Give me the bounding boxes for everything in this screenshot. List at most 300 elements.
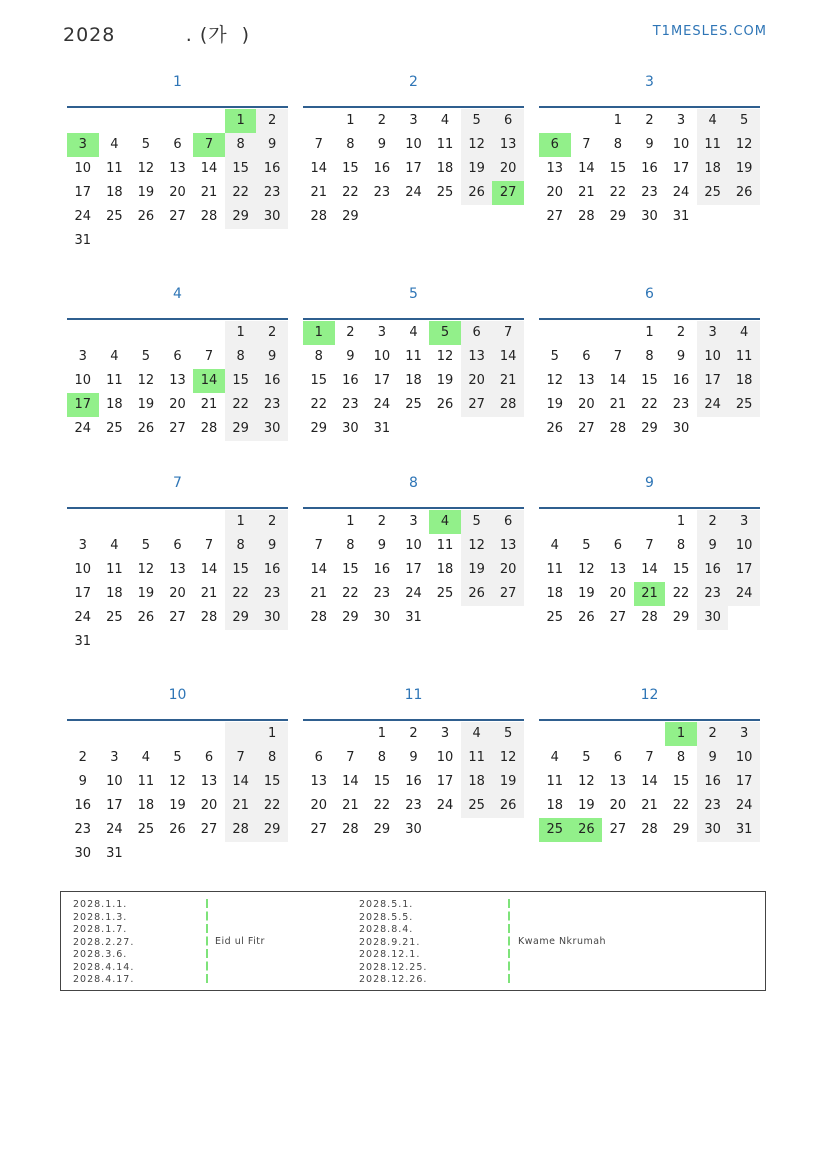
day-cell[interactable]: 24 (74, 610, 92, 625)
day-cell[interactable]: 19 (546, 397, 564, 412)
holiday-day-cell[interactable]: 4 (429, 510, 461, 534)
day-cell[interactable]: 7 (204, 538, 214, 553)
day-cell[interactable]: 6 (314, 750, 323, 765)
day-cell[interactable]: 8 (377, 750, 387, 765)
day-cell[interactable]: 18 (106, 586, 123, 601)
day-cell[interactable]: 29 (342, 209, 359, 224)
day-cell[interactable]: 7 (314, 538, 323, 553)
day-cell[interactable]: 19 (169, 798, 186, 813)
day-cell[interactable]: 26 (137, 610, 155, 625)
day-cell[interactable]: 21 (200, 185, 218, 200)
day-cell[interactable]: 12 (461, 133, 493, 157)
day-cell[interactable]: 19 (728, 157, 760, 181)
day-cell[interactable]: 20 (461, 369, 493, 393)
day-cell[interactable]: 4 (409, 325, 418, 340)
day-cell[interactable]: 21 (342, 798, 359, 813)
day-cell[interactable]: 18 (697, 157, 729, 181)
day-cell[interactable]: 28 (641, 610, 658, 625)
day-cell[interactable]: 5 (141, 349, 151, 364)
day-cell[interactable]: 14 (200, 161, 218, 176)
day-cell[interactable]: 17 (728, 558, 760, 582)
day-cell[interactable]: 30 (342, 421, 359, 436)
day-cell[interactable]: 2 (697, 722, 729, 746)
day-cell[interactable]: 6 (173, 137, 182, 152)
day-cell[interactable]: 19 (461, 157, 493, 181)
day-cell[interactable]: 19 (578, 798, 595, 813)
day-cell[interactable]: 18 (405, 373, 422, 388)
day-cell[interactable]: 5 (141, 538, 151, 553)
day-cell[interactable]: 30 (74, 846, 92, 861)
day-cell[interactable]: 4 (697, 109, 729, 133)
day-cell[interactable]: 7 (645, 538, 654, 553)
day-cell[interactable]: 22 (225, 181, 257, 205)
day-cell[interactable]: 9 (409, 750, 418, 765)
day-cell[interactable]: 1 (645, 325, 654, 340)
day-cell[interactable]: 19 (137, 397, 155, 412)
day-cell[interactable]: 25 (405, 397, 422, 412)
holiday-day-cell[interactable]: 5 (429, 321, 461, 345)
day-cell[interactable]: 25 (728, 393, 760, 417)
day-cell[interactable]: 25 (106, 209, 123, 224)
day-cell[interactable]: 29 (641, 421, 658, 436)
day-cell[interactable]: 10 (728, 534, 760, 558)
day-cell[interactable]: 20 (609, 586, 627, 601)
day-cell[interactable]: 14 (641, 774, 658, 789)
day-cell[interactable]: 9 (697, 746, 729, 770)
day-cell[interactable]: 31 (106, 846, 123, 861)
day-cell[interactable]: 13 (461, 345, 493, 369)
day-cell[interactable]: 31 (373, 421, 391, 436)
day-cell[interactable]: 13 (492, 534, 524, 558)
day-cell[interactable]: 16 (256, 369, 288, 393)
day-cell[interactable]: 22 (310, 397, 328, 412)
day-cell[interactable]: 28 (200, 209, 218, 224)
day-cell[interactable]: 6 (582, 349, 591, 364)
day-cell[interactable]: 9 (377, 538, 387, 553)
day-cell[interactable]: 30 (405, 822, 422, 837)
day-cell[interactable]: 5 (582, 538, 591, 553)
day-cell[interactable]: 11 (697, 133, 729, 157)
day-cell[interactable]: 27 (492, 582, 524, 606)
day-cell[interactable]: 24 (728, 794, 760, 818)
day-cell[interactable]: 16 (405, 774, 422, 789)
day-cell[interactable]: 20 (169, 586, 186, 601)
day-cell[interactable]: 7 (492, 321, 524, 345)
day-cell[interactable]: 19 (436, 373, 454, 388)
day-cell[interactable]: 16 (256, 157, 288, 181)
day-cell[interactable]: 5 (492, 722, 524, 746)
day-cell[interactable]: 11 (137, 774, 155, 789)
day-cell[interactable]: 14 (609, 373, 627, 388)
day-cell[interactable]: 9 (377, 137, 387, 152)
holiday-day-cell[interactable]: 21 (634, 582, 666, 606)
day-cell[interactable]: 23 (697, 582, 729, 606)
day-cell[interactable]: 26 (546, 421, 564, 436)
day-cell[interactable]: 30 (697, 818, 729, 842)
day-cell[interactable]: 17 (405, 161, 422, 176)
day-cell[interactable]: 25 (137, 822, 155, 837)
day-cell[interactable]: 2 (78, 750, 87, 765)
day-cell[interactable]: 12 (492, 746, 524, 770)
day-cell[interactable]: 15 (225, 157, 257, 181)
day-cell[interactable]: 26 (578, 610, 595, 625)
day-cell[interactable]: 11 (728, 345, 760, 369)
day-cell[interactable]: 13 (169, 562, 186, 577)
holiday-day-cell[interactable]: 14 (193, 369, 225, 393)
day-cell[interactable]: 10 (697, 345, 729, 369)
day-cell[interactable]: 3 (110, 750, 119, 765)
day-cell[interactable]: 1 (613, 113, 623, 128)
day-cell[interactable]: 19 (137, 185, 155, 200)
day-cell[interactable]: 16 (74, 798, 92, 813)
day-cell[interactable]: 19 (137, 586, 155, 601)
day-cell[interactable]: 5 (582, 750, 591, 765)
day-cell[interactable]: 21 (609, 397, 627, 412)
day-cell[interactable]: 11 (106, 562, 123, 577)
day-cell[interactable]: 10 (74, 562, 92, 577)
day-cell[interactable]: 3 (728, 510, 760, 534)
holiday-day-cell[interactable]: 26 (571, 818, 603, 842)
day-cell[interactable]: 8 (346, 538, 355, 553)
day-cell[interactable]: 11 (106, 373, 123, 388)
day-cell[interactable]: 8 (676, 750, 686, 765)
day-cell[interactable]: 8 (676, 538, 686, 553)
day-cell[interactable]: 31 (405, 610, 422, 625)
day-cell[interactable]: 23 (342, 397, 359, 412)
day-cell[interactable]: 4 (110, 538, 119, 553)
day-cell[interactable]: 1 (377, 726, 387, 741)
day-cell[interactable]: 27 (169, 209, 186, 224)
day-cell[interactable]: 16 (373, 562, 391, 577)
day-cell[interactable]: 23 (256, 582, 288, 606)
day-cell[interactable]: 6 (173, 538, 182, 553)
day-cell[interactable]: 17 (436, 774, 454, 789)
day-cell[interactable]: 11 (405, 349, 422, 364)
day-cell[interactable]: 11 (461, 746, 493, 770)
day-cell[interactable]: 3 (409, 514, 418, 529)
day-cell[interactable]: 7 (613, 349, 623, 364)
holiday-day-cell[interactable]: 17 (67, 393, 99, 417)
day-cell[interactable]: 20 (578, 397, 595, 412)
day-cell[interactable]: 18 (137, 798, 155, 813)
day-cell[interactable]: 28 (492, 393, 524, 417)
day-cell[interactable]: 24 (405, 586, 422, 601)
day-cell[interactable]: 20 (169, 185, 186, 200)
day-cell[interactable]: 2 (256, 109, 288, 133)
day-cell[interactable]: 1 (346, 113, 355, 128)
day-cell[interactable]: 9 (256, 345, 288, 369)
day-cell[interactable]: 22 (342, 185, 359, 200)
day-cell[interactable]: 27 (461, 393, 493, 417)
day-cell[interactable]: 15 (310, 373, 328, 388)
day-cell[interactable]: 23 (74, 822, 92, 837)
day-cell[interactable]: 11 (546, 774, 564, 789)
day-cell[interactable]: 17 (373, 373, 391, 388)
day-cell[interactable]: 18 (106, 185, 123, 200)
day-cell[interactable]: 8 (256, 746, 288, 770)
day-cell[interactable]: 14 (641, 562, 658, 577)
day-cell[interactable]: 13 (169, 373, 186, 388)
day-cell[interactable]: 9 (256, 534, 288, 558)
day-cell[interactable]: 28 (200, 610, 218, 625)
day-cell[interactable]: 4 (110, 137, 119, 152)
day-cell[interactable]: 26 (728, 181, 760, 205)
holiday-day-cell[interactable]: 1 (665, 722, 697, 746)
day-cell[interactable]: 7 (225, 746, 257, 770)
day-cell[interactable]: 15 (672, 562, 690, 577)
day-cell[interactable]: 28 (641, 822, 658, 837)
day-cell[interactable]: 24 (373, 397, 391, 412)
holiday-day-cell[interactable]: 1 (303, 321, 335, 345)
day-cell[interactable]: 6 (492, 510, 524, 534)
day-cell[interactable]: 29 (672, 610, 690, 625)
day-cell[interactable]: 28 (200, 421, 218, 436)
day-cell[interactable]: 23 (373, 185, 391, 200)
day-cell[interactable]: 3 (676, 113, 686, 128)
day-cell[interactable]: 30 (641, 209, 658, 224)
day-cell[interactable]: 12 (728, 133, 760, 157)
day-cell[interactable]: 13 (200, 774, 218, 789)
day-cell[interactable]: 9 (676, 349, 686, 364)
day-cell[interactable]: 10 (405, 538, 422, 553)
day-cell[interactable]: 21 (225, 794, 257, 818)
day-cell[interactable]: 21 (200, 586, 218, 601)
day-cell[interactable]: 6 (492, 109, 524, 133)
day-cell[interactable]: 22 (373, 798, 391, 813)
day-cell[interactable]: 24 (74, 209, 92, 224)
day-cell[interactable]: 10 (373, 349, 391, 364)
holiday-day-cell[interactable]: 1 (225, 109, 257, 133)
day-cell[interactable]: 29 (225, 205, 257, 229)
day-cell[interactable]: 6 (613, 750, 623, 765)
day-cell[interactable]: 5 (173, 750, 182, 765)
day-cell[interactable]: 25 (106, 421, 123, 436)
day-cell[interactable]: 25 (546, 610, 564, 625)
day-cell[interactable]: 4 (550, 538, 559, 553)
day-cell[interactable]: 25 (436, 586, 454, 601)
day-cell[interactable]: 9 (256, 133, 288, 157)
day-cell[interactable]: 26 (436, 397, 454, 412)
day-cell[interactable]: 25 (461, 794, 493, 818)
day-cell[interactable]: 2 (676, 325, 686, 340)
day-cell[interactable]: 13 (169, 161, 186, 176)
day-cell[interactable]: 17 (74, 586, 92, 601)
day-cell[interactable]: 20 (492, 157, 524, 181)
day-cell[interactable]: 17 (405, 562, 422, 577)
day-cell[interactable]: 16 (256, 558, 288, 582)
day-cell[interactable]: 24 (697, 393, 729, 417)
day-cell[interactable]: 2 (346, 325, 355, 340)
day-cell[interactable]: 4 (110, 349, 119, 364)
day-cell[interactable]: 5 (461, 109, 493, 133)
day-cell[interactable]: 22 (225, 582, 257, 606)
day-cell[interactable]: 9 (645, 137, 654, 152)
day-cell[interactable]: 2 (409, 726, 418, 741)
day-cell[interactable]: 8 (346, 137, 355, 152)
day-cell[interactable]: 20 (169, 397, 186, 412)
day-cell[interactable]: 29 (256, 818, 288, 842)
day-cell[interactable]: 11 (436, 137, 454, 152)
day-cell[interactable]: 29 (225, 606, 257, 630)
day-cell[interactable]: 10 (728, 746, 760, 770)
day-cell[interactable]: 15 (256, 770, 288, 794)
day-cell[interactable]: 21 (310, 586, 328, 601)
day-cell[interactable]: 15 (373, 774, 391, 789)
day-cell[interactable]: 29 (609, 209, 627, 224)
day-cell[interactable]: 31 (672, 209, 690, 224)
day-cell[interactable]: 26 (461, 181, 493, 205)
day-cell[interactable]: 28 (342, 822, 359, 837)
day-cell[interactable]: 28 (310, 209, 328, 224)
holiday-day-cell[interactable]: 6 (539, 133, 571, 157)
day-cell[interactable]: 15 (225, 558, 257, 582)
day-cell[interactable]: 30 (373, 610, 391, 625)
day-cell[interactable]: 8 (314, 349, 323, 364)
day-cell[interactable]: 12 (436, 349, 454, 364)
day-cell[interactable]: 15 (225, 369, 257, 393)
day-cell[interactable]: 14 (200, 562, 218, 577)
day-cell[interactable]: 26 (137, 421, 155, 436)
day-cell[interactable]: 28 (578, 209, 595, 224)
day-cell[interactable]: 7 (314, 137, 323, 152)
holiday-day-cell[interactable]: 7 (193, 133, 225, 157)
day-cell[interactable]: 29 (373, 822, 391, 837)
holiday-day-cell[interactable]: 3 (67, 133, 99, 157)
day-cell[interactable]: 25 (436, 185, 454, 200)
day-cell[interactable]: 2 (256, 321, 288, 345)
day-cell[interactable]: 5 (550, 349, 559, 364)
day-cell[interactable]: 23 (256, 181, 288, 205)
day-cell[interactable]: 5 (461, 510, 493, 534)
day-cell[interactable]: 12 (461, 534, 493, 558)
day-cell[interactable]: 3 (697, 321, 729, 345)
day-cell[interactable]: 20 (609, 798, 627, 813)
day-cell[interactable]: 19 (461, 558, 493, 582)
day-cell[interactable]: 14 (578, 161, 595, 176)
day-cell[interactable]: 19 (578, 586, 595, 601)
day-cell[interactable]: 14 (225, 770, 257, 794)
day-cell[interactable]: 18 (106, 397, 123, 412)
day-cell[interactable]: 12 (169, 774, 186, 789)
day-cell[interactable]: 22 (672, 586, 690, 601)
day-cell[interactable]: 8 (225, 133, 257, 157)
day-cell[interactable]: 28 (609, 421, 627, 436)
day-cell[interactable]: 17 (74, 185, 92, 200)
day-cell[interactable]: 1 (676, 514, 686, 529)
day-cell[interactable]: 27 (578, 421, 595, 436)
day-cell[interactable]: 12 (137, 562, 155, 577)
day-cell[interactable]: 18 (436, 161, 454, 176)
day-cell[interactable]: 24 (436, 798, 454, 813)
day-cell[interactable]: 23 (405, 798, 422, 813)
day-cell[interactable]: 7 (582, 137, 591, 152)
day-cell[interactable]: 12 (137, 373, 155, 388)
day-cell[interactable]: 13 (310, 774, 328, 789)
day-cell[interactable]: 22 (641, 397, 658, 412)
day-cell[interactable]: 30 (256, 606, 288, 630)
day-cell[interactable]: 4 (550, 750, 559, 765)
day-cell[interactable]: 23 (256, 393, 288, 417)
day-cell[interactable]: 17 (728, 770, 760, 794)
day-cell[interactable]: 16 (641, 161, 658, 176)
day-cell[interactable]: 13 (492, 133, 524, 157)
day-cell[interactable]: 12 (546, 373, 564, 388)
day-cell[interactable]: 27 (200, 822, 218, 837)
day-cell[interactable]: 20 (200, 798, 218, 813)
day-cell[interactable]: 26 (137, 209, 155, 224)
day-cell[interactable]: 20 (310, 798, 328, 813)
day-cell[interactable]: 9 (78, 774, 87, 789)
day-cell[interactable]: 29 (225, 417, 257, 441)
day-cell[interactable]: 16 (373, 161, 391, 176)
day-cell[interactable]: 14 (342, 774, 359, 789)
day-cell[interactable]: 15 (672, 774, 690, 789)
day-cell[interactable]: 17 (672, 161, 690, 176)
day-cell[interactable]: 22 (225, 393, 257, 417)
day-cell[interactable]: 15 (342, 562, 359, 577)
day-cell[interactable]: 8 (225, 345, 257, 369)
day-cell[interactable]: 31 (74, 233, 92, 248)
day-cell[interactable]: 29 (310, 421, 328, 436)
day-cell[interactable]: 3 (78, 349, 87, 364)
day-cell[interactable]: 1 (225, 510, 257, 534)
day-cell[interactable]: 1 (225, 321, 257, 345)
day-cell[interactable]: 7 (204, 349, 214, 364)
day-cell[interactable]: 6 (204, 750, 214, 765)
day-cell[interactable]: 10 (106, 774, 123, 789)
day-cell[interactable]: 11 (436, 538, 454, 553)
day-cell[interactable]: 31 (728, 818, 760, 842)
day-cell[interactable]: 22 (672, 798, 690, 813)
day-cell[interactable]: 30 (256, 417, 288, 441)
day-cell[interactable]: 30 (697, 606, 729, 630)
holiday-day-cell[interactable]: 27 (492, 181, 524, 205)
day-cell[interactable]: 4 (440, 113, 450, 128)
day-cell[interactable]: 21 (641, 798, 658, 813)
day-cell[interactable]: 31 (74, 634, 92, 649)
day-cell[interactable]: 29 (342, 610, 359, 625)
site-brand[interactable]: T1MESLES.COM (652, 24, 767, 39)
day-cell[interactable]: 16 (342, 373, 359, 388)
day-cell[interactable]: 26 (492, 794, 524, 818)
day-cell[interactable]: 22 (609, 185, 627, 200)
day-cell[interactable]: 24 (672, 185, 690, 200)
day-cell[interactable]: 24 (728, 582, 760, 606)
day-cell[interactable]: 24 (106, 822, 123, 837)
day-cell[interactable]: 3 (728, 722, 760, 746)
day-cell[interactable]: 13 (609, 562, 627, 577)
day-cell[interactable]: 9 (346, 349, 355, 364)
day-cell[interactable]: 3 (409, 113, 418, 128)
day-cell[interactable]: 10 (672, 137, 690, 152)
day-cell[interactable]: 29 (672, 822, 690, 837)
day-cell[interactable]: 14 (310, 562, 328, 577)
day-cell[interactable]: 14 (310, 161, 328, 176)
day-cell[interactable]: 18 (728, 369, 760, 393)
day-cell[interactable]: 2 (256, 510, 288, 534)
day-cell[interactable]: 27 (310, 822, 328, 837)
day-cell[interactable]: 23 (697, 794, 729, 818)
day-cell[interactable]: 26 (169, 822, 186, 837)
day-cell[interactable]: 30 (672, 421, 690, 436)
day-cell[interactable]: 10 (74, 373, 92, 388)
day-cell[interactable]: 11 (546, 562, 564, 577)
day-cell[interactable]: 22 (256, 794, 288, 818)
day-cell[interactable]: 20 (546, 185, 564, 200)
day-cell[interactable]: 2 (377, 113, 387, 128)
day-cell[interactable]: 15 (641, 373, 658, 388)
day-cell[interactable]: 2 (697, 510, 729, 534)
